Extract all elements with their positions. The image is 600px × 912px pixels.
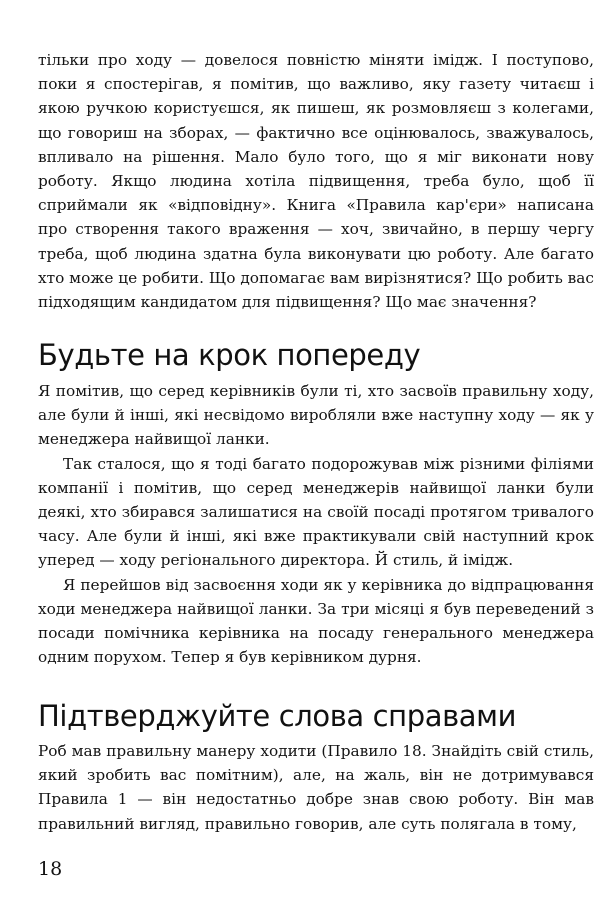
paragraph: Я перейшов від засвоєння ходи як у керівника до відпрацювання ходи менеджера найвищої ланки. За три місяці я був переведений з посади помічника керівника на посаду генерального менеджера одним порухом. Тепер я був керівником дурня.: [38, 575, 594, 667]
page-number: 18: [38, 858, 63, 880]
paragraph: Роб мав правильну манеру ходити (Правило 18. Знайдіть свій стиль, який зробить вас помітним), але, на жаль, він не дотримувався Правила 1 — він недостатньо добре знав свою роботу. Він мав правильний вигляд, правильно говорив, але суть полягала в тому,: [38, 742, 594, 833]
paragraph: Так сталося, що я тоді багато подорожував між різними філіями компанії і помітив, що серед менеджерів найвищої ланки були деякі, хто збирався залишатися на своїй посаді протягом тривалого часу. Але були й інші, які вже практикували свій наступний крок уперед — ходу регіонального директора. Й стиль, й імідж.: [38, 454, 594, 570]
section-step-ahead-body: [38, 379, 594, 669]
section-deeds-body: [38, 739, 594, 836]
section-heading-deeds: Підтверджуйте слова справами: [38, 699, 517, 733]
intro-text-block: [38, 48, 594, 314]
section-heading-step-ahead: Будьте на крок попереду: [38, 338, 421, 372]
paragraph: Я помітив, що серед керівників були ті, хто засвоїв правильну ходу, але були й інші, які несвідомо виробляли вже наступну ходу — як у менеджера найвищої ланки.: [38, 382, 594, 449]
intro-paragraph: тільки про ходу — довелося повністю міняти імідж. І поступово, поки я спостерігав, я помітив, що важливо, яку газету читаєш і якою ручкою користуєшся, як пишеш, як розмовляєш з колегами, що говориш на зборах, — фактично все оцінювалось, зважувалось, впливало на рішення. Мало було того, що я міг виконати нову роботу. Якщо людина хотіла підвищення, треба було, щоб її сприймали як «відповідну». Книга «Правила кар'єри» написана про створення такого враження — хоч, звичайно, в першу чергу треба, щоб людина здатна була виконувати цю роботу. Але багато хто може це робити. Що допомагає вам вирізнятися? Що робить вас підходящим кандидатом для підвищення? Що має значення?: [38, 51, 594, 312]
